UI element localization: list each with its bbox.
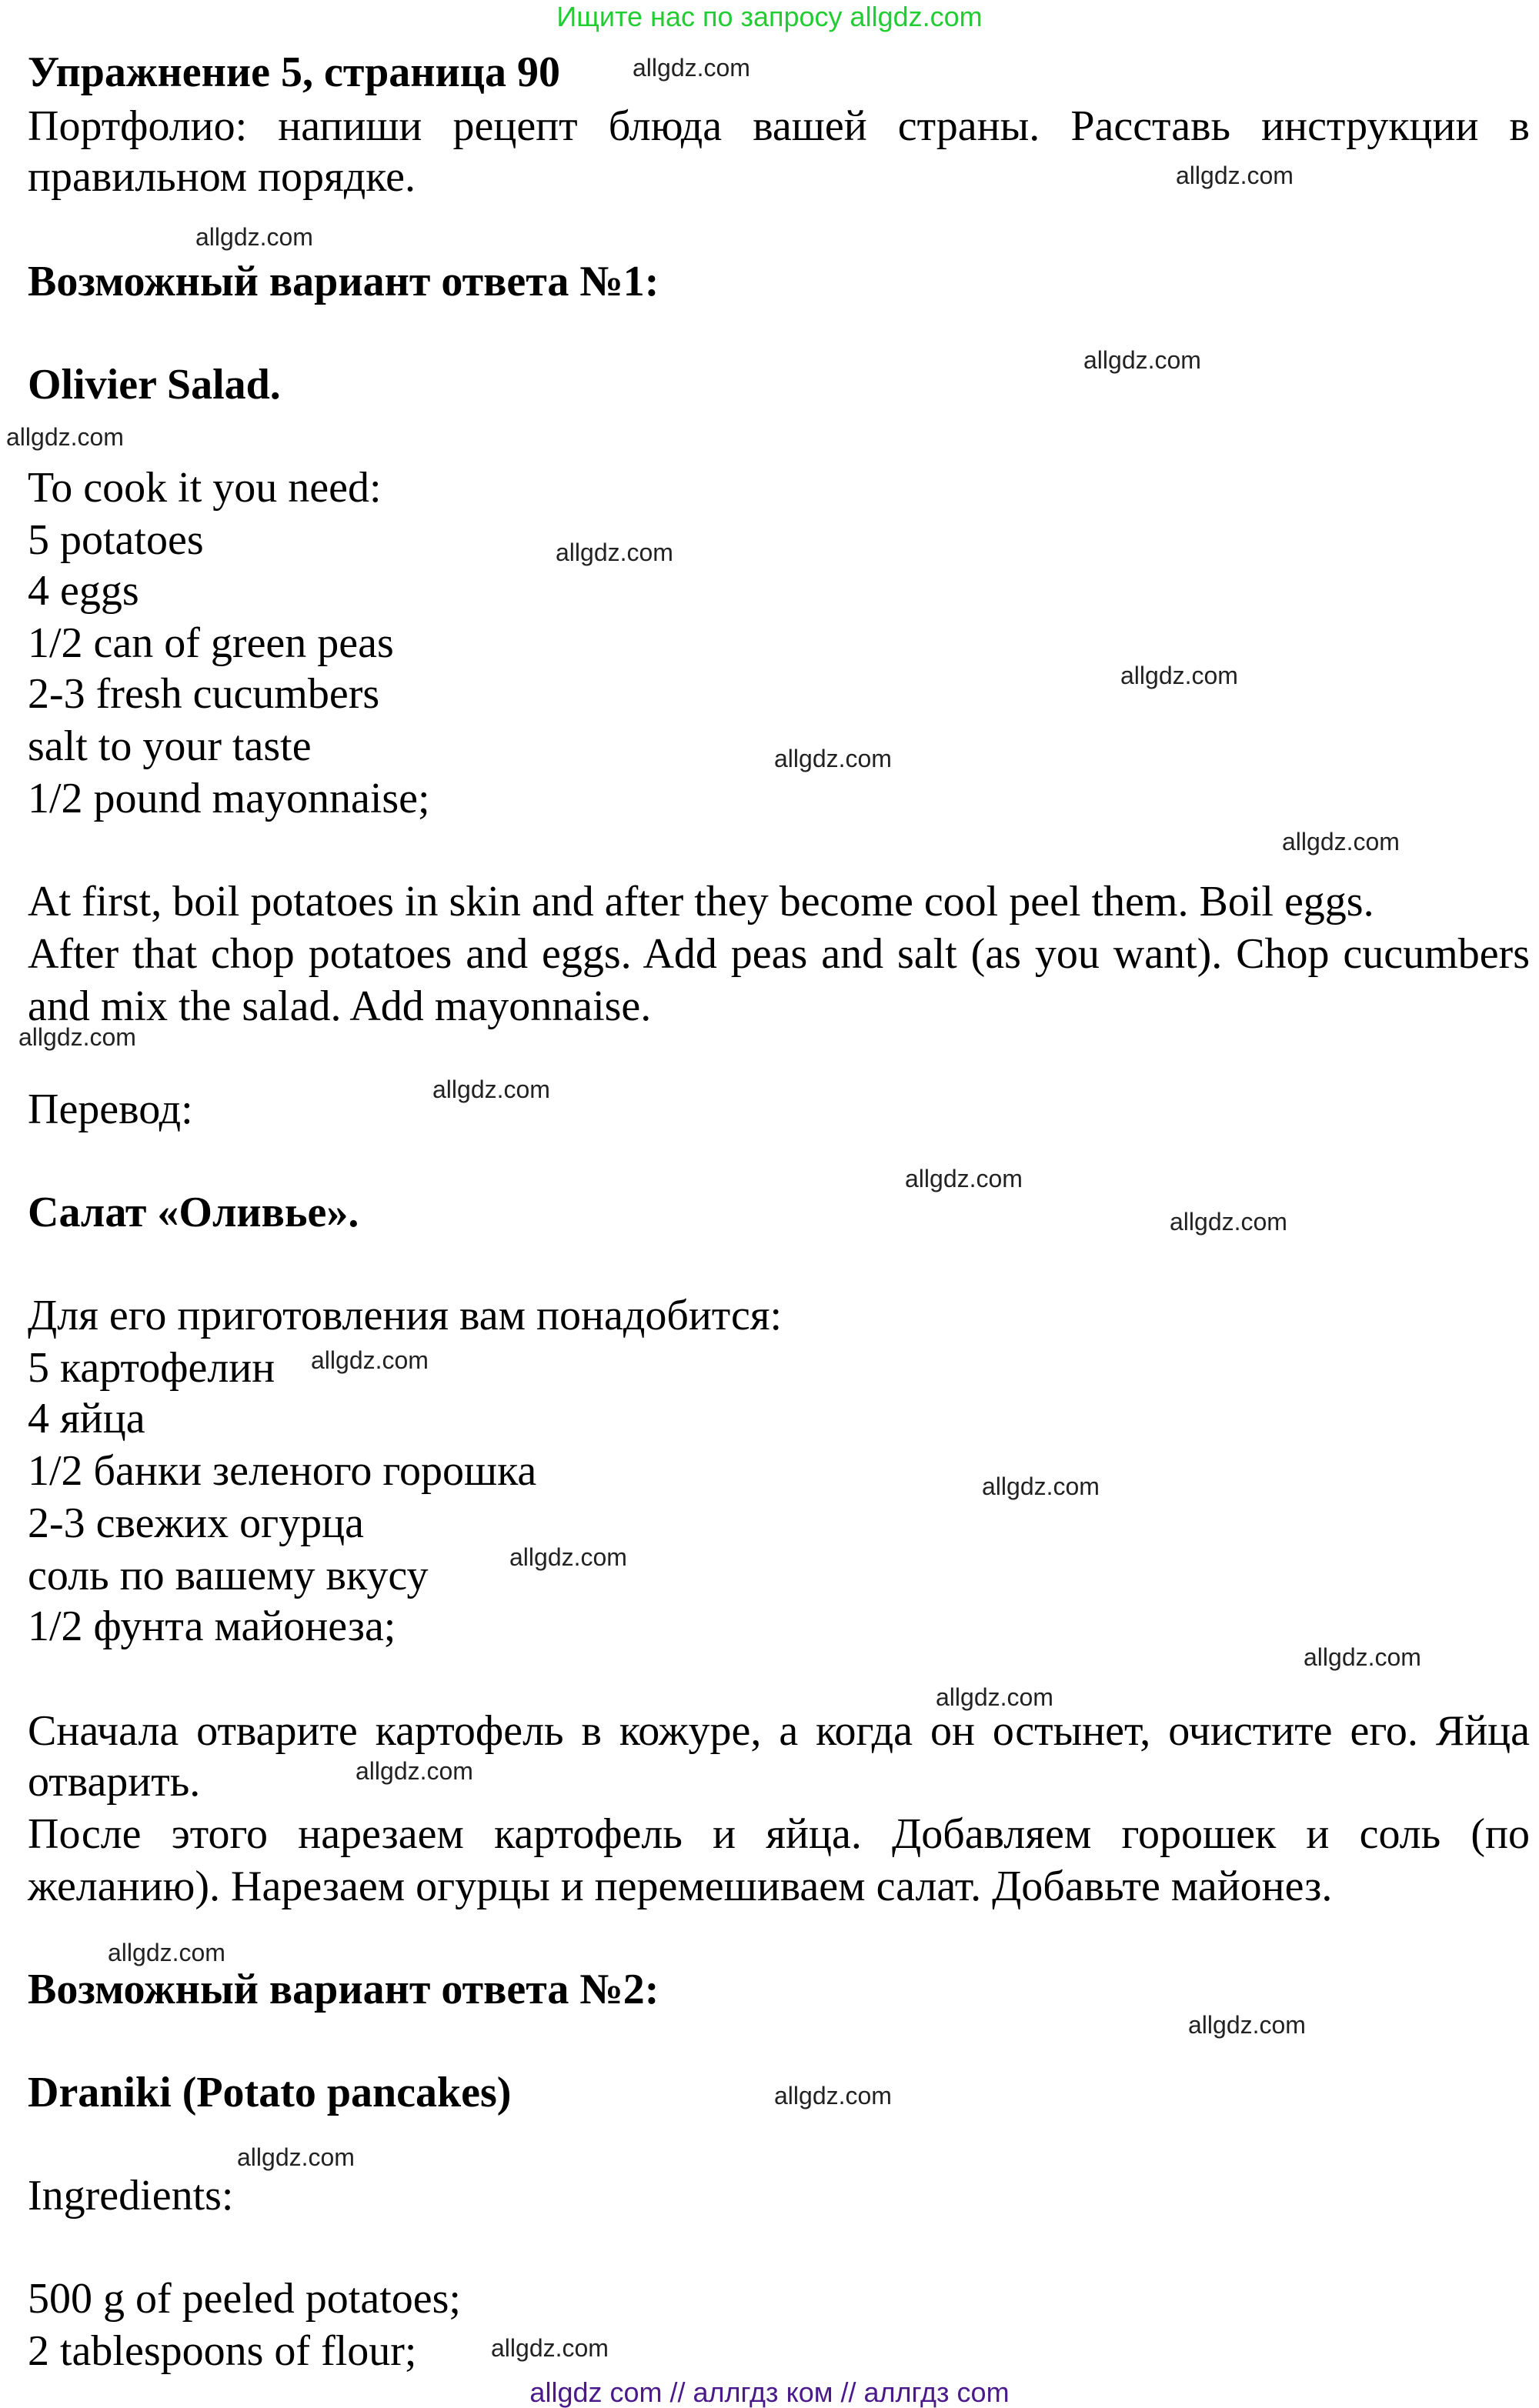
watermark: allgdz.com [6,423,124,451]
ru-ingredients-intro: Для его приготовления вам понадобится: [28,1292,783,1339]
translation-label: Перевод: [28,1086,193,1133]
watermark: allgdz.com [556,539,673,566]
ingredient-item: 4 eggs [28,567,139,615]
ingredients-label: Ingredients: [28,2172,234,2220]
watermark: allgdz.com [18,1023,136,1051]
watermark: allgdz.com [774,2082,892,2110]
watermark: allgdz.com [982,1472,1100,1500]
ru-method-line: отварить. [28,1758,201,1806]
watermark: allgdz.com [936,1683,1053,1711]
method-line: and mix the salad. Add mayonnaise. [28,982,652,1030]
ingredients-intro: To cook it you need: [28,464,382,512]
ingredient-item: 2-3 fresh cucumbers [28,670,380,718]
ingredient-item: 2 tablespoons of flour; [28,2327,417,2375]
watermark: allgdz.com [905,1165,1023,1192]
ru-ingredient-item: 1/2 банки зеленого горошка [28,1447,537,1495]
watermark: allgdz.com [1176,162,1294,189]
ingredient-item: salt to your taste [28,722,312,770]
watermark: allgdz.com [237,2143,355,2171]
watermark: allgdz.com [311,1346,429,1374]
watermark: allgdz.com [1083,346,1201,374]
watermark: allgdz.com [432,1076,550,1103]
ru-ingredient-item: 1/2 фунта майонеза; [28,1603,396,1650]
watermark: allgdz.com [774,745,892,772]
task-text-line: Портфолио: напиши рецепт блюда вашей страны. Расставь инструкции в [28,102,1530,150]
method-line: After that chop potatoes and eggs. Add peas and salt (as you want). Chop cucumbers [28,930,1530,978]
watermark: allgdz.com [633,54,750,82]
watermark: allgdz.com [1170,1208,1287,1236]
watermark: allgdz.com [356,1757,473,1785]
watermark: allgdz.com [108,1939,225,1966]
ru-method-line: Сначала отварите картофель в кожуре, а когда он остынет, очистите его. Яйца [28,1707,1530,1755]
ingredient-item: 5 potatoes [28,516,204,564]
watermark: allgdz.com [195,223,313,251]
task-text-line: правильном порядке. [28,153,416,201]
watermark: allgdz.com [1282,828,1400,855]
ru-ingredient-item: 4 яйца [28,1395,145,1442]
method-line: At first, boil potatoes in skin and after they become cool peel them. Boil eggs. [28,878,1374,926]
dish-title: Olivier Salad. [28,361,281,409]
watermark: allgdz.com [509,1543,627,1571]
ru-ingredient-item: 2-3 свежих огурца [28,1499,364,1547]
answer2-heading: Возможный вариант ответа №2: [28,1966,659,2013]
ru-ingredient-item: 5 картофелин [28,1344,275,1392]
ingredient-item: 1/2 pound mayonnaise; [28,775,430,822]
watermark: allgdz.com [1120,662,1238,689]
ru-dish-title: Салат «Оливье». [28,1189,359,1236]
dish2-title: Draniki (Potato pancakes) [28,2069,512,2116]
ru-method-line: После этого нарезаем картофель и яйца. Добавляем горошек и соль (по [28,1810,1530,1858]
ingredient-item: 1/2 can of green peas [28,619,394,667]
page-title: Упражнение 5, страница 90 [28,48,561,96]
search-banner: Ищите нас по запросу allgdz.com [556,1,983,32]
watermark: allgdz.com [1188,2011,1306,2039]
answer1-heading: Возможный вариант ответа №1: [28,258,659,305]
footer-banner: allgdz com // аллгдз ком // аллгдз com [529,2376,1010,2408]
ru-method-line: желанию). Нарезаем огурцы и перемешиваем салат. Добавьте майонез. [28,1863,1333,1910]
ingredient-item: 500 g of peeled potatoes; [28,2275,461,2323]
watermark: allgdz.com [1304,1643,1421,1671]
watermark: allgdz.com [491,2334,609,2362]
ru-ingredient-item: соль по вашему вкусу [28,1552,429,1599]
